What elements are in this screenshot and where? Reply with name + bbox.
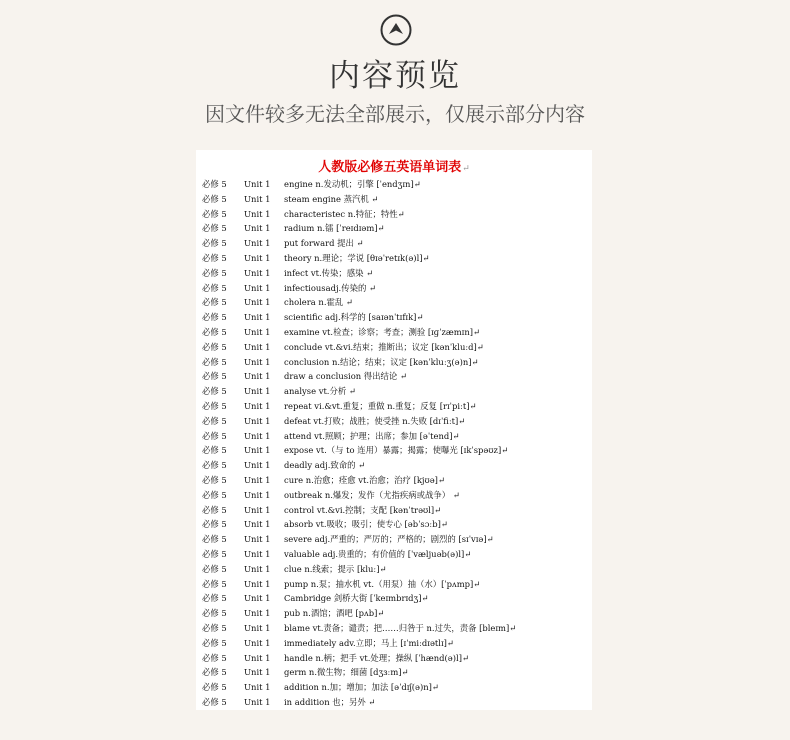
unit-cell: Unit 1 (244, 297, 271, 308)
book-cell: 必修 5 (202, 548, 227, 559)
book-cell: 必修 5 (202, 415, 227, 426)
unit-cell: Unit 1 (244, 386, 271, 397)
vocabulary-row (202, 221, 590, 236)
return-mark: ↵ (462, 164, 470, 174)
vocabulary-row (202, 281, 590, 296)
vocabulary-row (202, 340, 590, 355)
vocabulary-row (202, 562, 590, 577)
vocabulary-row (202, 517, 590, 532)
book-cell: 必修 5 (202, 371, 227, 382)
book-cell: 必修 5 (202, 208, 227, 219)
book-cell: 必修 5 (202, 696, 227, 707)
vocabulary-row (202, 177, 590, 192)
entry-cell: pump n.泵；抽水机 vt.（用泵）抽（水）[ˈpʌmp]↵ (284, 578, 481, 589)
unit-cell: Unit 1 (244, 593, 271, 604)
book-cell: 必修 5 (202, 460, 227, 471)
entry-cell: Cambridge 剑桥大街 [ˈkeɪmbrɪdʒ]↵ (284, 593, 429, 604)
vocabulary-row (202, 192, 590, 207)
book-cell: 必修 5 (202, 282, 227, 293)
vocabulary-row (202, 577, 590, 592)
vocabulary-row (202, 591, 590, 606)
entry-cell: deadly adj.致命的 ↵ (284, 460, 366, 471)
entry-cell: conclusion n.结论；结束；议定 [kənˈkluːʒ(ə)n]↵ (284, 356, 479, 367)
unit-cell: Unit 1 (244, 519, 271, 530)
entry-cell: scientific adj.科学的 [saɪənˈtɪfɪk]↵ (284, 312, 424, 323)
entry-cell: infectiousadj.传染的 ↵ (284, 282, 377, 293)
vocabulary-row (202, 651, 590, 666)
vocabulary-row (202, 473, 590, 488)
unit-cell: Unit 1 (244, 460, 271, 471)
vocabulary-row (202, 414, 590, 429)
entry-cell: immediately adv.立即；马上 [ɪˈmiːdɪətlɪ]↵ (284, 637, 454, 648)
unit-cell: Unit 1 (244, 548, 271, 559)
unit-cell: Unit 1 (244, 578, 271, 589)
entry-cell: valuable adj.贵重的；有价值的 [ˈvæljuəb(ə)l]↵ (284, 548, 472, 559)
entry-cell: cure n.治愈；痊愈 vt.治愈；治疗 [kjʊə]↵ (284, 474, 445, 485)
unit-cell: Unit 1 (244, 667, 271, 678)
entry-cell: characteristec n.特征；特性↵ (284, 208, 405, 219)
book-cell: 必修 5 (202, 400, 227, 411)
book-cell: 必修 5 (202, 622, 227, 633)
book-cell: 必修 5 (202, 593, 227, 604)
book-cell: 必修 5 (202, 430, 227, 441)
vocabulary-row (202, 236, 590, 251)
vocabulary-row (202, 503, 590, 518)
book-cell: 必修 5 (202, 445, 227, 456)
book-cell: 必修 5 (202, 652, 227, 663)
book-cell: 必修 5 (202, 238, 227, 249)
entry-cell: conclude vt.&vi.结束；推断出；议定 [kənˈkluːd]↵ (284, 341, 484, 352)
chevron-up-circle-icon (380, 14, 412, 46)
vocabulary-row (202, 636, 590, 651)
book-cell: 必修 5 (202, 193, 227, 204)
entry-cell: repeat vi.&vt.重复；重做 n.重复；反复 [rɪˈpiːt]↵ (284, 400, 477, 411)
entry-cell: theory n.理论；学说 [θɪəˈretɪk(ə)l]↵ (284, 252, 430, 263)
unit-cell: Unit 1 (244, 400, 271, 411)
unit-cell: Unit 1 (244, 474, 271, 485)
unit-cell: Unit 1 (244, 504, 271, 515)
document-preview (196, 150, 592, 710)
entry-cell: blame vt.责备；谴责；把……归咎于 n.过失，责备 [bleɪm]↵ (284, 622, 517, 633)
book-cell: 必修 5 (202, 356, 227, 367)
unit-cell: Unit 1 (244, 341, 271, 352)
entry-cell: draw a conclusion 得出结论 ↵ (284, 371, 407, 382)
vocabulary-row (202, 606, 590, 621)
page-subtitle: 因文件较多无法全部展示，仅展示部分内容 (205, 102, 585, 126)
vocabulary-row (202, 266, 590, 281)
unit-cell: Unit 1 (244, 371, 271, 382)
unit-cell: Unit 1 (244, 563, 271, 574)
entry-cell: severe adj.严重的；严厉的；严格的；剧烈的 [sɪˈvɪə]↵ (284, 534, 494, 545)
book-cell: 必修 5 (202, 563, 227, 574)
unit-cell: Unit 1 (244, 179, 271, 189)
vocabulary-row (202, 369, 590, 384)
entry-cell: in addition 也；另外 ↵ (284, 696, 376, 707)
entry-cell: infect vt.传染；感染 ↵ (284, 267, 374, 278)
book-cell: 必修 5 (202, 386, 227, 397)
unit-cell: Unit 1 (244, 637, 271, 648)
book-cell: 必修 5 (202, 312, 227, 323)
entry-cell: attend vt.照顾；护理；出席；参加 [əˈtend]↵ (284, 430, 460, 441)
unit-cell: Unit 1 (244, 193, 271, 204)
book-cell: 必修 5 (202, 341, 227, 352)
unit-cell: Unit 1 (244, 622, 271, 633)
vocabulary-row (202, 695, 590, 710)
entry-cell: control vt.&vi.控制；支配 [kənˈtrəʊl]↵ (284, 504, 442, 515)
entry-cell: outbreak n.爆发；发作（尤指疾病或战争） ↵ (284, 489, 460, 500)
entry-cell: engine n.发动机；引擎 [ˈendʒɪn]↵ (284, 179, 421, 189)
entry-cell: absorb vt.吸收；吸引；使专心 [əbˈsɔːb]↵ (284, 519, 448, 530)
book-cell: 必修 5 (202, 608, 227, 619)
document-title (196, 156, 592, 175)
book-cell: 必修 5 (202, 297, 227, 308)
page-title: 内容预览 (329, 58, 461, 94)
entry-cell: put forward 提出 ↵ (284, 238, 364, 249)
vocabulary-row (202, 665, 590, 680)
vocabulary-list (202, 177, 590, 710)
vocabulary-row (202, 355, 590, 370)
vocabulary-row (202, 310, 590, 325)
entry-cell: handle n.柄；把手 vt.处理；操纵 [ˈhænd(ə)l]↵ (284, 652, 469, 663)
unit-cell: Unit 1 (244, 652, 271, 663)
book-cell: 必修 5 (202, 682, 227, 693)
unit-cell: Unit 1 (244, 326, 271, 337)
book-cell: 必修 5 (202, 223, 227, 234)
book-cell: 必修 5 (202, 179, 227, 189)
book-cell: 必修 5 (202, 489, 227, 500)
vocabulary-row (202, 458, 590, 473)
entry-cell: clue n.线索；提示 [kluː]↵ (284, 563, 387, 574)
vocabulary-row (202, 251, 590, 266)
unit-cell: Unit 1 (244, 282, 271, 293)
unit-cell: Unit 1 (244, 608, 271, 619)
unit-cell: Unit 1 (244, 267, 271, 278)
entry-cell: examine vt.检查；诊察；考查；测验 [ɪɡˈzæmɪn]↵ (284, 326, 481, 337)
vocabulary-row (202, 429, 590, 444)
book-cell: 必修 5 (202, 326, 227, 337)
book-cell: 必修 5 (202, 534, 227, 545)
entry-cell: steam engine 蒸汽机 ↵ (284, 193, 379, 204)
vocabulary-row (202, 488, 590, 503)
vocabulary-row (202, 532, 590, 547)
book-cell: 必修 5 (202, 667, 227, 678)
vocabulary-row (202, 621, 590, 636)
unit-cell: Unit 1 (244, 208, 271, 219)
book-cell: 必修 5 (202, 504, 227, 515)
unit-cell: Unit 1 (244, 430, 271, 441)
vocabulary-row (202, 207, 590, 222)
unit-cell: Unit 1 (244, 489, 271, 500)
unit-cell: Unit 1 (244, 223, 271, 234)
entry-cell: cholera n.霍乱 ↵ (284, 297, 353, 308)
unit-cell: Unit 1 (244, 415, 271, 426)
unit-cell: Unit 1 (244, 696, 271, 707)
entry-cell: analyse vt.分析 ↵ (284, 386, 356, 397)
book-cell: 必修 5 (202, 578, 227, 589)
entry-cell: radium n.镭 [ˈreɪdɪəm]↵ (284, 223, 385, 234)
book-cell: 必修 5 (202, 474, 227, 485)
vocabulary-row (202, 295, 590, 310)
entry-cell: addition n.加；增加；加法 [əˈdɪʃ(ə)n]↵ (284, 682, 439, 693)
vocabulary-row (202, 325, 590, 340)
unit-cell: Unit 1 (244, 534, 271, 545)
book-cell: 必修 5 (202, 267, 227, 278)
vocabulary-row (202, 680, 590, 695)
unit-cell: Unit 1 (244, 445, 271, 456)
vocabulary-row (202, 399, 590, 414)
book-cell: 必修 5 (202, 637, 227, 648)
document-title-text: 人教版必修五英语单词表 (318, 160, 462, 175)
vocabulary-row (202, 384, 590, 399)
entry-cell: pub n.酒馆；酒吧 [pʌb]↵ (284, 608, 385, 619)
unit-cell: Unit 1 (244, 252, 271, 263)
unit-cell: Unit 1 (244, 356, 271, 367)
book-cell: 必修 5 (202, 519, 227, 530)
unit-cell: Unit 1 (244, 312, 271, 323)
entry-cell: germ n.微生物；细菌 [dʒɜːm]↵ (284, 667, 409, 678)
vocabulary-row (202, 547, 590, 562)
unit-cell: Unit 1 (244, 682, 271, 693)
unit-cell: Unit 1 (244, 238, 271, 249)
vocabulary-row (202, 443, 590, 458)
entry-cell: defeat vt.打败；战胜；使受挫 n.失败 [dɪˈfiːt]↵ (284, 415, 466, 426)
book-cell: 必修 5 (202, 252, 227, 263)
entry-cell: expose vt.（与 to 连用）暴露；揭露；使曝光 [ɪkˈspəʊz]↵ (284, 445, 509, 456)
